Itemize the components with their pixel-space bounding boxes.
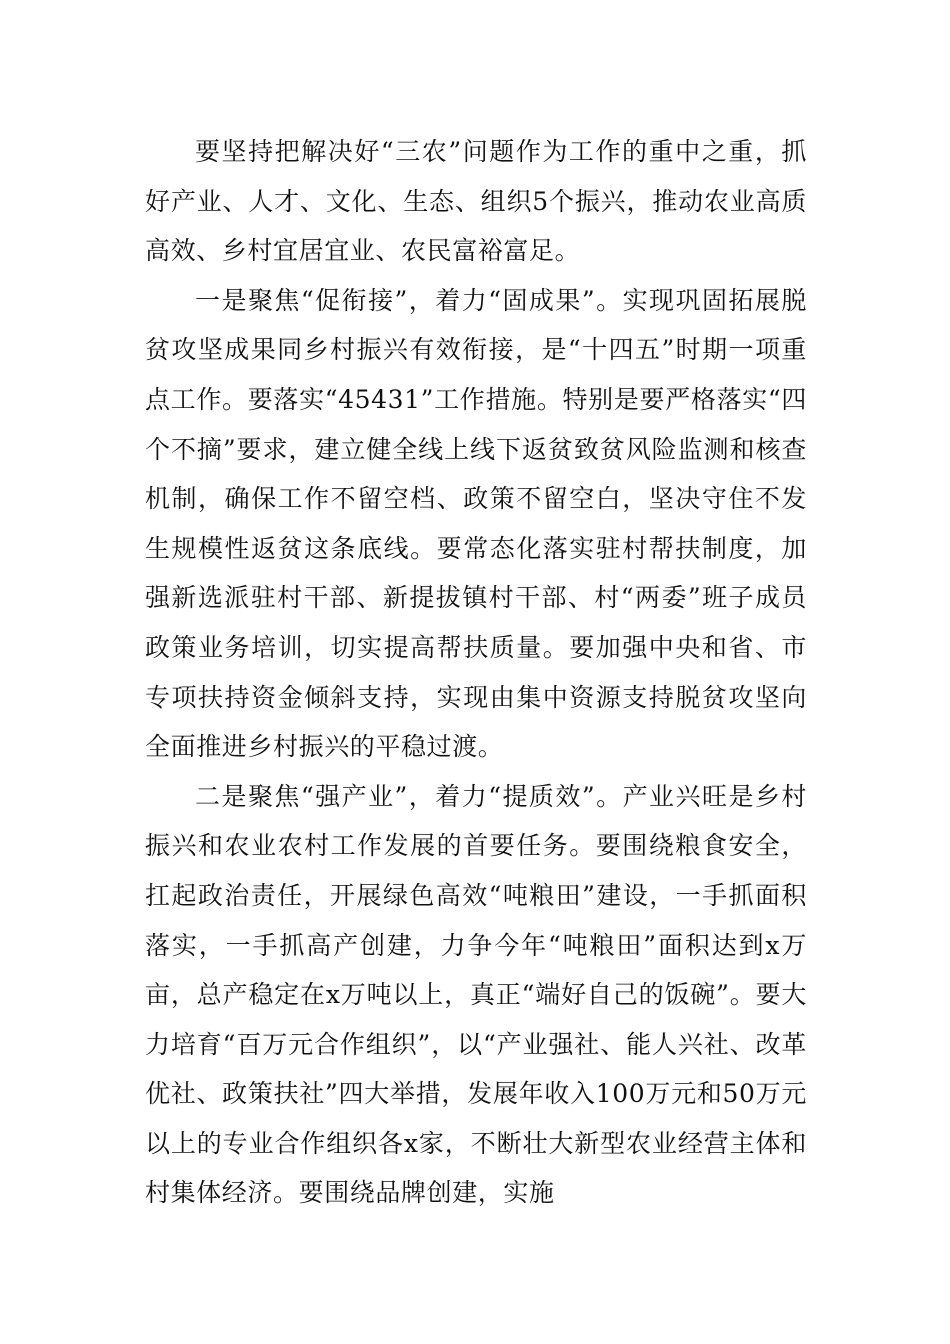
document-body bbox=[145, 127, 807, 1218]
paragraph-intro: 要坚持把解决好“三农”问题作为工作的重中之重，抓好产业、人才、文化、生态、组织5个振兴，推动农业高质高效、乡村宜居宜业、农民富裕富足。 bbox=[145, 137, 807, 266]
paragraph-point-one: 一是聚焦“促衔接”，着力“固成果”。实现巩固拓展脱贫攻坚成果同乡村振兴有效衔接，是“十四五”时期一项重点工作。要落实“45431”工作措施。特别是要严格落实“四个不摘”要求，建立健全线上线下返贫致贫风险监测和核查机制，确保工作不留空档、政策不留空白，坚决守住不发生规模性返贫这条底线。要常态化落实驻村帮扶制度，加强新选派驻村干部、新提拔镇村干部、村“两委”班子成员政策业务培训，切实提高帮扶质量。要加强中央和省、市专项扶持资金倾斜支持，实现由集中资源支持脱贫攻坚向全面推进乡村振兴的平稳过渡。 bbox=[145, 285, 807, 762]
paragraph-point-two: 二是聚焦“强产业”，着力“提质效”。产业兴旺是乡村振兴和农业农村工作发展的首要任务。要围绕粮食安全，扛起政治责任，开展绿色高效“吨粮田”建设，一手抓面积落实，一手抓高产创建，力争今年“吨粮田”面积达到x万亩，总产稳定在x万吨以上，真正“端好自己的饭碗”。要大力培育“百万元合作组织”，以“产业强社、能人兴社、改革优社、政策扶社”四大举措，发展年收入100万元和50万元以上的专业合作组织各x家，不断壮大新型农业经营主体和村集体经济。要围绕品牌创建，实施 bbox=[145, 781, 807, 1208]
